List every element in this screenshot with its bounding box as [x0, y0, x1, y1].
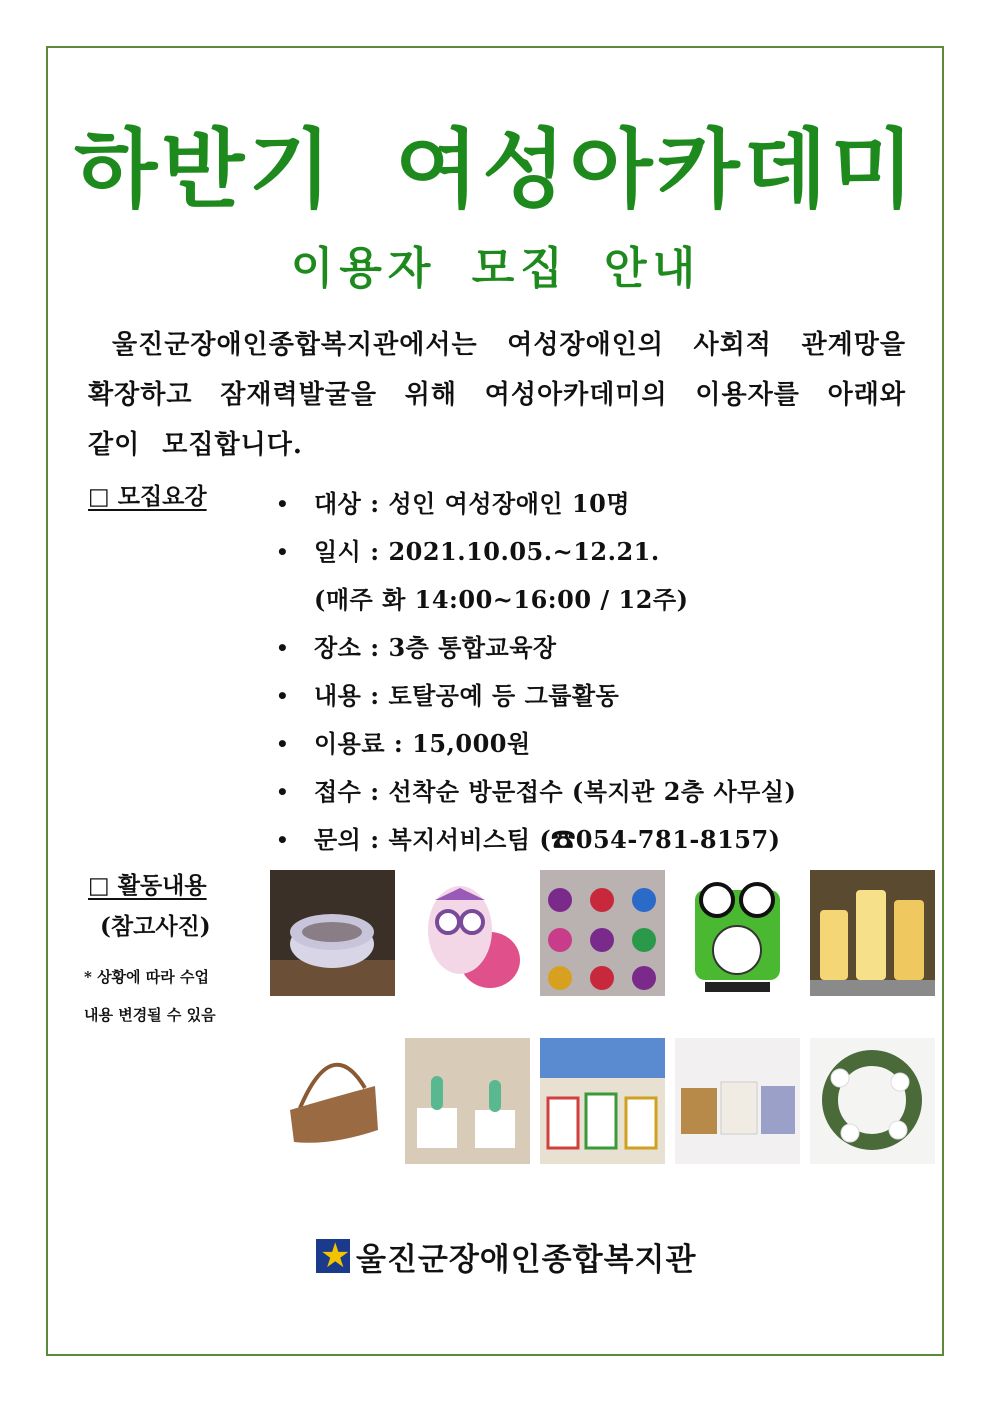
welfare-center-logo: ★	[316, 1239, 350, 1273]
photo-painted-mugs	[540, 1038, 665, 1164]
activities-heading: □ 활동내용	[88, 872, 207, 899]
page-title: 하반기 여성아카데미	[74, 120, 918, 220]
bullet-icon: •	[276, 732, 290, 756]
list-item-target: • 대상 : 성인 여성장애인 10명	[276, 484, 796, 532]
bullet-icon: •	[276, 492, 290, 516]
list-item-schedule-detail: (매주 화 14:00~16:00 / 12주)	[314, 585, 689, 614]
photo-knit-bags	[675, 1038, 800, 1164]
organization-footer	[316, 1236, 696, 1276]
photo-cotton-wreath	[810, 1038, 935, 1164]
photo-gallery	[270, 870, 936, 1170]
list-item-fee: • 이용료 : 15,000원	[276, 724, 796, 772]
recruitment-list	[276, 484, 796, 868]
reference-photos-label: (참고사진)	[100, 913, 211, 940]
list-item-contact: • 문의 : 복지서비스팀 (☎054-781-8157)	[276, 820, 796, 868]
recruitment-heading: □ 모집요강	[88, 483, 207, 510]
bullet-icon: •	[276, 780, 290, 804]
photo-cactus-pots	[405, 1038, 530, 1164]
photo-hanbok-dolls	[540, 870, 665, 996]
list-item-schedule: • 일시 : 2021.10.05.~12.21.	[276, 532, 796, 580]
list-item-content: • 내용 : 토탈공예 등 그룹활동	[276, 676, 796, 724]
bullet-icon: •	[276, 828, 290, 852]
photo-frog-clock	[675, 870, 800, 996]
photo-leather-handbag	[270, 1038, 395, 1164]
bullet-icon: •	[276, 540, 290, 564]
intro-paragraph: 울진군장애인종합복지관에서는 여성장애인의 사회적 관계망을 확장하고 잠재력발굴을 위해 여성아카데미의 이용자를 아래와 같이 모집합니다.	[88, 330, 906, 460]
organization-name: 울진군장애인종합복지관	[356, 1241, 697, 1278]
photo-woven-basket	[270, 870, 395, 996]
bullet-icon: •	[276, 636, 290, 660]
change-notice: * 상황에 따라 수업 내용 변경될 수 있음	[84, 968, 216, 1024]
photo-owl-keyring	[405, 870, 530, 996]
photo-leaf-lamps	[810, 870, 935, 996]
list-item-registration: • 접수 : 선착순 방문접수 (복지관 2층 사무실)	[276, 772, 796, 820]
page-subtitle: 이용자 모집 안내	[290, 243, 702, 294]
list-item-place: • 장소 : 3층 통합교육장	[276, 628, 796, 676]
bullet-icon: •	[276, 684, 290, 708]
